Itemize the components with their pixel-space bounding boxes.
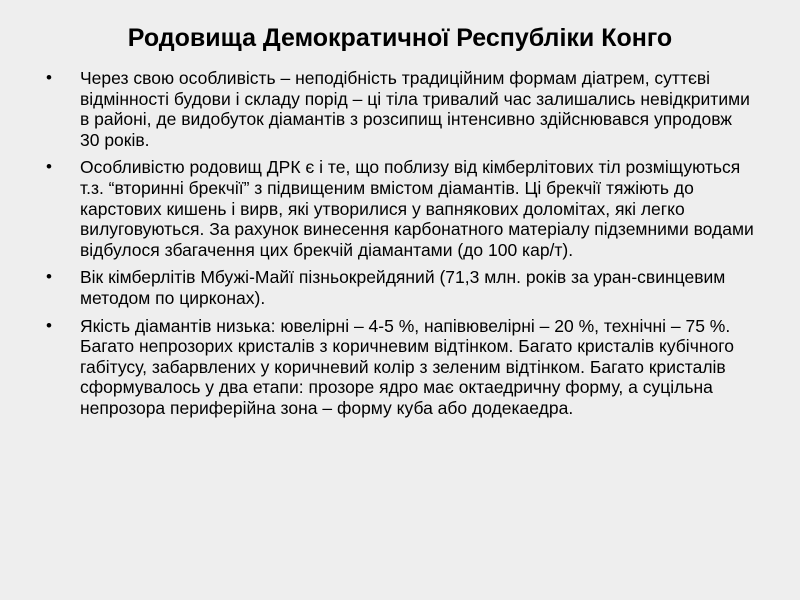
- bullet-text-3: Вік кімберлітів Мбужі-Майї пізньокрейдяний (71,3 млн. років за уран-свинцевим методом по цирконах).: [80, 267, 726, 308]
- bullet-text-1: Через свою особливість – неподібність традиційним формам діатрем, суттєві відмінності будови і складу порід – ці тіла тривалий час залишались невідкритими в районі, де видобуток діамантів з розсипищ інтенсивно здійснювався упродовж 30 років.: [80, 68, 750, 150]
- bullet-item-3: [46, 267, 756, 308]
- bullet-dot-icon: •: [46, 315, 52, 335]
- bullet-text-2: Особливістю родовищ ДРК є і те, що поблизу від кімберлітових тіл розміщуються т.з. “вторинні брекчії” з підвищеним вмістом діамантів. Ці брекчії тяжіють до карстових кишень і вирв, які утворилися у вапнякових доломітах, які легко вилуговуються. За рахунок винесення карбонатного матеріалу підземними водами відбулося збагачення цих брекчій діамантами (до 100 кар/т).: [80, 157, 754, 260]
- bullet-list: [46, 68, 756, 426]
- bullet-dot-icon: •: [46, 157, 52, 177]
- bullet-dot-icon: •: [46, 267, 52, 287]
- bullet-item-2: [46, 157, 756, 260]
- bullet-dot-icon: •: [46, 68, 52, 87]
- bullet-item-4: [46, 316, 756, 419]
- bullet-text-4: Якість діамантів низька: ювелірні – 4-5 %, напівювелірні – 20 %, технічні – 75 %. Багато непрозорих кристалів з коричневим відтінком. Багато кристалів кубічного габітусу, забарвлених у коричневий колір з зеленим відтінком. Багато кристалів сформувалось у два етапи: прозоре ядро має октаедричну форму, а суцільна непрозора периферійна зона – форму куба або додекаедра.: [80, 315, 734, 418]
- slide-title: Родовища Демократичної Республіки Конго: [127, 24, 673, 52]
- bullet-item-1: [46, 68, 756, 150]
